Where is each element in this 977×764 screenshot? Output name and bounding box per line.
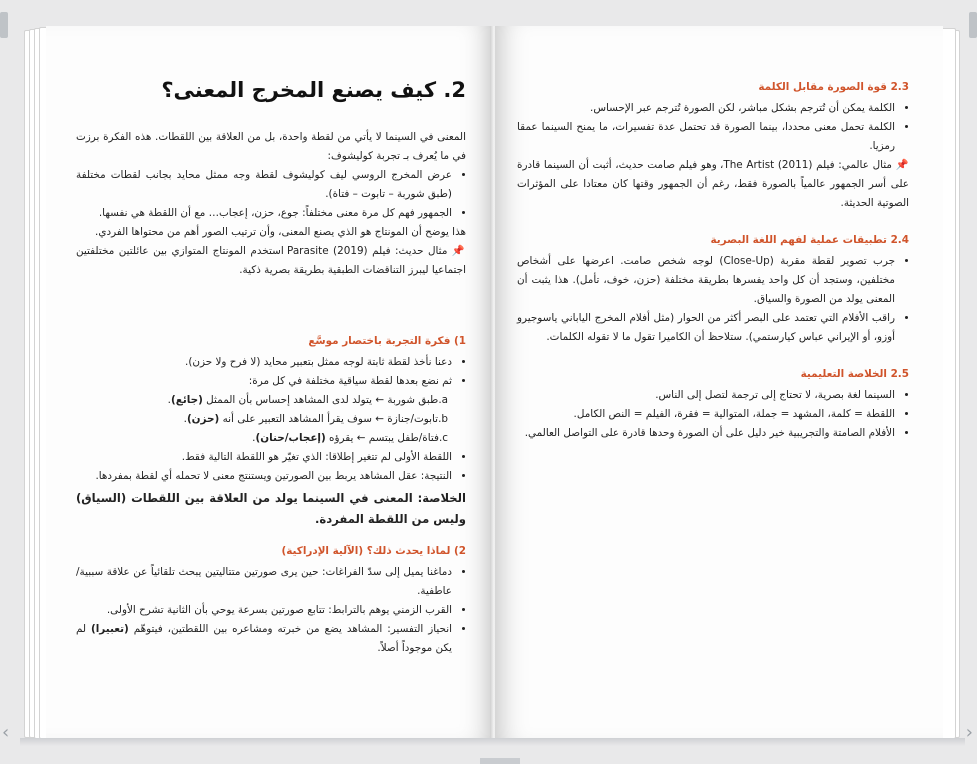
- section-title-experiment: 1) فكرة التجربة باختصار موسَّع: [308, 335, 466, 347]
- section-title-practical: 2.4 تطبيقات عملية لفهم اللغة البصرية: [710, 234, 909, 246]
- bottom-scroll-tab: [480, 758, 520, 764]
- list-item: • ثم نضع بعدها لقطة سياقية مختلفة في كل مرة:: [76, 372, 452, 391]
- montage-paragraph: هذا يوضح أن المونتاج هو الذي يصنع المعنى، وأن ترتيب الصور أهم من محتواها الفردي.: [95, 226, 466, 238]
- chevron-right-icon[interactable]: ›: [965, 722, 973, 743]
- list-item: • الكلمة يمكن أن تُترجم بشكل مباشر، لكن الصورة تُترجم عبر الإحساس.: [517, 99, 895, 118]
- practical-list: [517, 252, 909, 347]
- list-item: • الكلمة تحمل معنى محددا، بينما الصورة قد تحتمل عدة تفسيرات، ما يمنح السينما عمقا رمزيا.: [517, 118, 895, 156]
- experiment-bullet-list-2: [76, 448, 466, 486]
- pin-icon: 📌: [451, 245, 466, 257]
- global-example-text: مثال عالمي: فيلم The Artist (2011)، وهو فيلم صامت حديث، أثبت أن السينما قادرة على أسر الجمهور عالمياً بالصورة فقط، رغم أن الجمهور وقتها كان معتادا على المؤثرات الصوتية الحديثة.: [517, 159, 909, 209]
- book-bottom-shadow: [20, 738, 965, 746]
- section-title-image-vs-word: 2.3 قوة الصورة مقابل الكلمة: [758, 81, 909, 93]
- sub-item-c: c.فتاة/طفل يبتسم ← يقرؤه (إعجاب/حنان).: [252, 432, 448, 444]
- list-item: • دماغنا يميل إلى سدّ الفراغات: حين يرى صورتين متتاليتين يبحث تلقائياً عن علاقة سببية/عاطفية.: [76, 563, 452, 601]
- right-edge-tab: [969, 12, 977, 38]
- left-page: [46, 26, 494, 738]
- mechanism-bullet-list: [76, 563, 466, 658]
- experiment-bullet-list: [76, 353, 466, 391]
- list-item: • جرب تصوير لقطة مقربة (Close-Up) لوجه شخص صامت. اعرضها على أشخاص مختلفين، وستجد أن كل واحد يفسرها بطريقة مختلفة (حزن، خوف، تأمل). هذا يثبت أن المعنى يولد من الصورة والسياق.: [517, 252, 895, 309]
- list-item: • الأفلام الصامتة والتجريبية خير دليل على أن الصورة وحدها قادرة على التواصل العالمي.: [517, 424, 895, 443]
- summary-list: [517, 386, 909, 443]
- page-title: 2. كيف يصنع المخرج المعنى؟: [161, 78, 466, 102]
- sub-item-b: b.تابوت/جنازة ← سوف يقرأ المشاهد التعبير على أنه (حزن).: [183, 413, 448, 425]
- sub-item-a: a.طبق شوربة ← يتولد لدى المشاهد إحساس بأن الممثل (جائع).: [167, 394, 448, 406]
- intro-paragraph: المعنى في السينما لا يأتي من لقطة واحدة، بل من العلاقة بين اللقطات. هذه الفكرة برزت في ما يُعرف بـ تجربة كوليشوف:: [76, 131, 466, 162]
- section-title-summary: 2.5 الخلاصة التعليمية: [800, 368, 909, 380]
- global-example: [517, 156, 909, 213]
- list-item: • القرب الزمني يوهم بالترابط: تتابع صورتين بسرعة يوحي بأن الثانية تشرح الأولى.: [76, 601, 452, 620]
- right-page: [495, 26, 943, 738]
- left-edge-tab: [0, 12, 8, 38]
- list-item: • دعنا نأخذ لقطة ثابتة لوجه ممثل بتعبير محايد (لا فرح ولا حزن).: [76, 353, 452, 372]
- list-item: • اللقطة الأولى لم تتغير إطلاقا: الذي تغيّر هو اللقطة التالية فقط.: [76, 448, 452, 467]
- list-item: • النتيجة: عقل المشاهد يربط بين الصورتين ويستنتج معنى لا تحمله أي لقطة بمفردها.: [76, 467, 452, 486]
- section-title-mechanism: 2) لماذا يحدث ذلك؟ (الآلية الإدراكية): [281, 545, 466, 557]
- list-item: • اللقطة = كلمة، المشهد = جملة، المتوالية = فقرة، الفيلم = النص الكامل.: [517, 405, 895, 424]
- list-item: • انحياز التفسير: المشاهد يضع من خبرته ومشاعره بين اللقطتين، فيتوهّم (تعبيرا) لم يكن موجوداً أصلاً.: [76, 620, 452, 658]
- list-item: • راقب الأفلام التي تعتمد على البصر أكثر من الحوار (مثل أفلام المخرج الياباني ياسوجيرو أوزو، أو الإيراني عباس كيارستمي). ستلاحظ أن الكاميرا تقول ما لا تقوله الكلمات.: [517, 309, 895, 347]
- chevron-left-icon[interactable]: ‹: [2, 722, 10, 743]
- open-book: [20, 20, 965, 744]
- intro-bullet-list: [76, 166, 466, 223]
- conclusion-text: الخلاصة: المعنى في السينما يولد من العلاقة بين اللقطات (السياق) وليس من اللقطة المفردة.: [76, 491, 466, 526]
- experiment-sub-list: [76, 391, 466, 448]
- list-item: • السينما لغة بصرية، لا تحتاج إلى ترجمة لتصل إلى الناس.: [517, 386, 895, 405]
- modern-example-text: مثال حديث: فيلم Parasite (2019) استخدم المونتاج المتوازي بين عائلتين مختلفتين اجتماعيا ليبرز التناقضات الطبقية بطريقة بصرية ذكية.: [76, 245, 466, 276]
- image-vs-word-list: [517, 99, 909, 156]
- list-item: • عرض المخرج الروسي ليف كوليشوف لقطة وجه ممثل محايد بجانب لقطات مختلفة (طبق شوربة – تابوت – فتاة).: [76, 166, 452, 204]
- list-item: • الجمهور فهم كل مرة معنى مختلفاً: جوع، حزن، إعجاب… مع أن اللقطة هي نفسها.: [76, 204, 452, 223]
- pin-icon: 📌: [895, 159, 909, 171]
- modern-example: [76, 242, 466, 280]
